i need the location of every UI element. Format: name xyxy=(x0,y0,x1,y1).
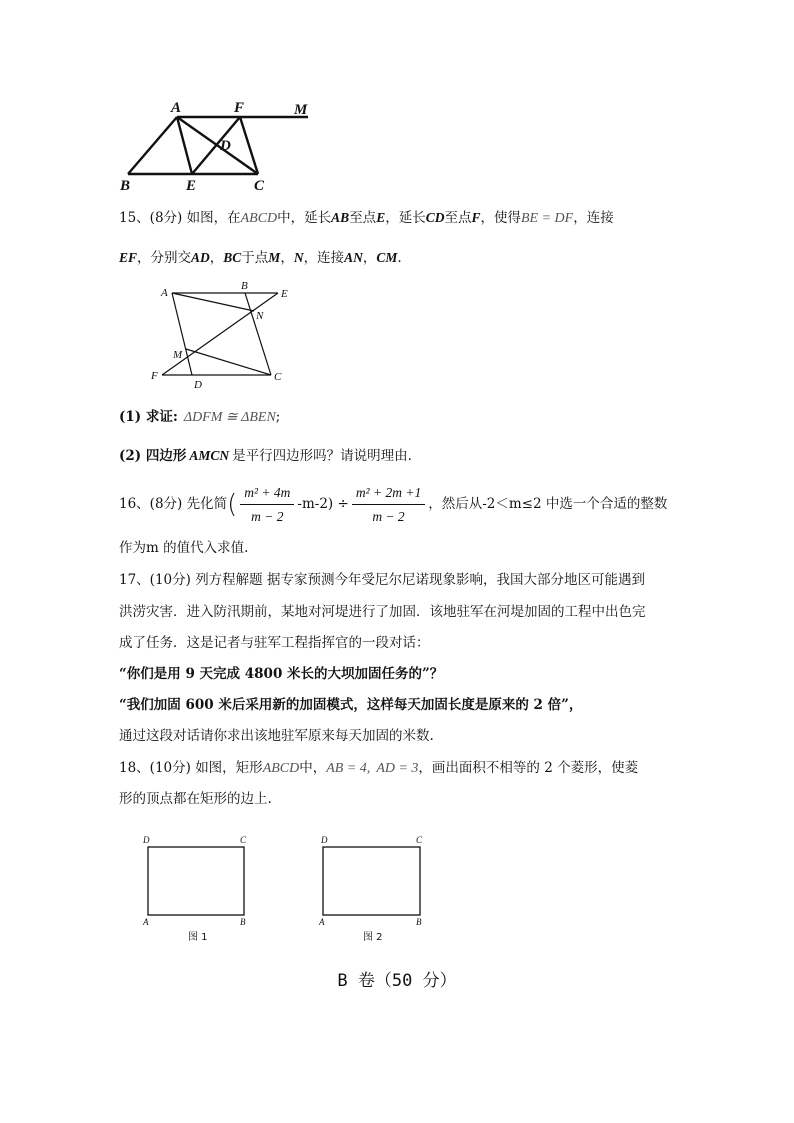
q17-line-4: “你们是用 9 天完成 4800 米长的大坝加固任务的”？ xyxy=(119,666,444,682)
figure-q18-1 xyxy=(138,832,258,948)
q18-line-1: 18、(10分) 如图，矩形ABCD中，AB = 4, AD = 3，画出面积不相等的 2 个菱形，使菱 xyxy=(119,760,639,776)
rectangle xyxy=(323,847,420,915)
q15-line-1: 15、(8分) 如图，在ABCD中，延长AB至点E，延长CD至点F，使得BE = DF，连接 xyxy=(119,210,614,226)
label-m: M xyxy=(173,349,183,361)
q18-line-2: 形的顶点都在矩形的边上. xyxy=(119,791,272,807)
q17-line-6: 通过这段对话请你求出该地驻军原来每天加固的米数. xyxy=(119,728,434,744)
figure-q18-2 xyxy=(313,832,433,948)
figure-q15 xyxy=(148,276,308,392)
label-a: A xyxy=(161,287,168,299)
question-number: 15、(8分) xyxy=(119,210,183,226)
segment-ef xyxy=(162,293,278,375)
label-f: F xyxy=(151,370,158,382)
label-a: A xyxy=(171,100,182,116)
segment-an xyxy=(172,293,254,311)
label-c: C xyxy=(416,835,423,845)
label-b: B xyxy=(241,280,248,292)
label-a: A xyxy=(143,917,149,927)
q16-line-1: 16、(8分) 先化简( $\frac{\text{m² + 4m}}{m - 2}$ -m-2) ÷ $\frac{\text{m² + 2m +1}}{m - 2}$ ，然后从-2＜m≤2 中选一个合适的整数 xyxy=(119,484,668,524)
label-n: N xyxy=(256,310,264,322)
question-number: 16、(8分) xyxy=(119,496,183,512)
fraction-1: $\frac{\text{m² + 4m}}{m - 2}$ xyxy=(240,485,294,525)
section-heading: B 卷（50 分） xyxy=(337,971,457,991)
fraction-2: $\frac{\text{m² + 2m +1}}{m - 2}$ xyxy=(352,485,425,525)
label-b: B xyxy=(120,178,131,194)
label-b: B xyxy=(240,917,246,927)
rectangle xyxy=(148,847,244,915)
label-d: D xyxy=(321,835,328,845)
question-number: 17、(10分) xyxy=(119,572,191,588)
q17-line-2: 洪涝灾害．进入防汛期前，某地对河堤进行了加固．该地驻军在河堤加固的工程中出色完 xyxy=(119,604,646,620)
label-f: F xyxy=(234,100,245,116)
label-b: B xyxy=(416,917,422,927)
segment-ba xyxy=(128,117,177,174)
figure-caption: 图 1 xyxy=(188,932,208,943)
figure-caption: 图 2 xyxy=(363,932,383,943)
segment-fc xyxy=(240,117,258,174)
segment-bc xyxy=(245,293,271,375)
q15-part-2: (2) 四边形 AMCN 是平行四边形吗？请说明理由. xyxy=(119,448,412,464)
label-a: A xyxy=(319,917,325,927)
label-e: E xyxy=(186,178,197,194)
label-d: D xyxy=(143,835,150,845)
q15-line-2: EF，分别交AD，BC于点M，N，连接AN，CM. xyxy=(119,250,402,266)
q16-line-2: 作为m 的值代入求值. xyxy=(119,540,249,556)
label-m: M xyxy=(294,102,308,118)
question-number: 18、(10分) xyxy=(119,760,191,776)
figure-q14 xyxy=(110,96,330,196)
q15-part-1: (1) 求证: ΔDFM ≅ ΔBEN; xyxy=(119,409,281,425)
segment-ad xyxy=(172,293,192,375)
label-e: E xyxy=(281,288,288,300)
q17-line-3: 成了任务．这是记者与驻军工程指挥官的一段对话： xyxy=(119,635,430,651)
label-c: C xyxy=(254,178,265,194)
label-c: C xyxy=(240,835,247,845)
segment-fe xyxy=(192,117,240,174)
label-c: C xyxy=(274,371,282,383)
q17-line-1: 17、(10分) 列方程解题 据专家预测今年受尼尔尼诺现象影响，我国大部分地区可能遇到 xyxy=(119,572,645,588)
label-d: D xyxy=(220,138,231,154)
segment-mc xyxy=(186,349,271,375)
label-d: D xyxy=(194,379,202,391)
q17-line-5: “我们加固 600 米后采用新的加固模式，这样每天加固长度是原来的 2 倍”， xyxy=(119,697,583,713)
